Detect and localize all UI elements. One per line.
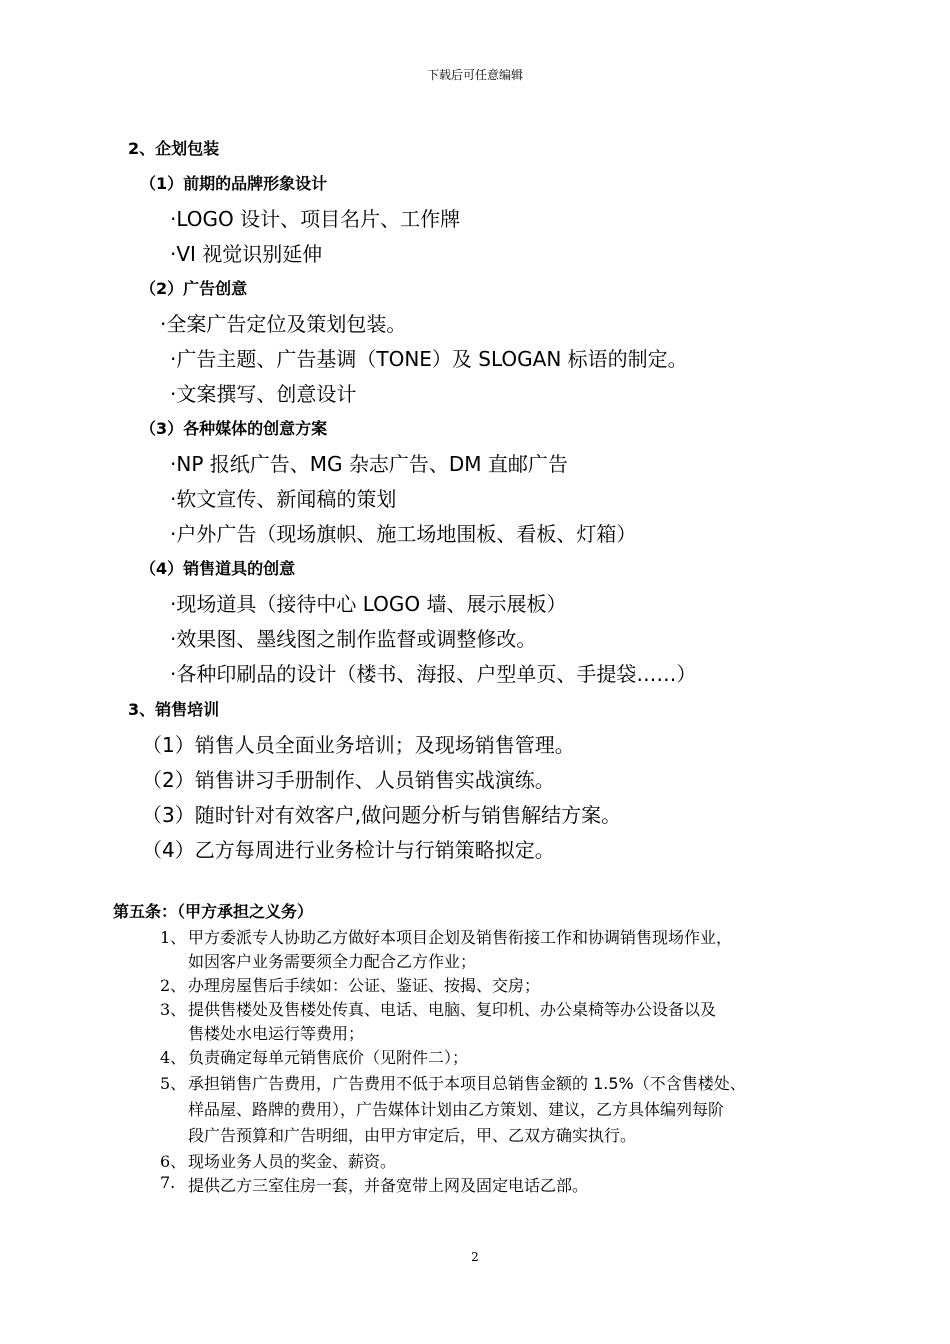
article-item-number: 3、 xyxy=(160,1000,187,1019)
list-item: （2）销售讲习手册制作、人员销售实战演练。 xyxy=(142,768,555,792)
bullet-item: ·文案撰写、创意设计 xyxy=(170,382,357,406)
list-item: （4）乙方每周进行业务检计与行销策略拟定。 xyxy=(142,838,555,862)
page-number: 2 xyxy=(471,1250,479,1264)
article-item-number: 2、 xyxy=(160,976,187,995)
article-item-line: 售楼处水电运行等费用； xyxy=(188,1024,365,1043)
article-item-number: 7. xyxy=(160,1173,176,1192)
article-item-line: 样品屋、路牌的费用），广告媒体计划由乙方策划、建议，乙方具体编列每阶 xyxy=(188,1100,725,1119)
article-item-number: 5、 xyxy=(160,1074,187,1093)
bullet-item: ·现场道具（接待中心 LOGO 墙、展示展板） xyxy=(170,592,567,616)
bullet-item: ·各种印刷品的设计（楼书、海报、户型单页、手提袋……） xyxy=(170,662,697,686)
bullet-item: ·户外广告（现场旗帜、施工场地围板、看板、灯箱） xyxy=(170,522,637,546)
bullet-item: ·广告主题、广告基调（TONE）及 SLOGAN 标语的制定。 xyxy=(170,347,688,371)
article-item-line: 办理房屋售后手续如：公证、鉴证、按揭、交房； xyxy=(188,976,541,995)
article-item-line: 提供售楼处及售楼处传真、电话、电脑、复印机、办公桌椅等办公设备以及 xyxy=(188,1000,717,1019)
subsection-title: （3）各种媒体的创意方案 xyxy=(140,419,328,438)
section-3-title: 3、销售培训 xyxy=(128,700,220,719)
article-5-title: 第五条：（甲方承担之义务） xyxy=(113,902,314,921)
subsection-title: （4）销售道具的创意 xyxy=(140,559,296,578)
list-item: （1）销售人员全面业务培训；及现场销售管理。 xyxy=(142,733,575,757)
page-header: 下载后可任意编辑 xyxy=(426,68,523,82)
bullet-item: ·VI 视觉识别延伸 xyxy=(170,242,323,266)
article-item-line: 如因客户业务需要须全力配合乙方作业； xyxy=(188,952,477,971)
bullet-item: ·LOGO 设计、项目名片、工作牌 xyxy=(170,207,461,231)
article-item-line: 承担销售广告费用，广告费用不低于本项目总销售金额的 1.5%（不含售楼处、 xyxy=(188,1074,746,1093)
article-item-line: 负责确定每单元销售底价（见附件二）； xyxy=(188,1048,469,1067)
subsection-title: （1）前期的品牌形象设计 xyxy=(140,174,328,193)
bullet-item: ·软文宣传、新闻稿的策划 xyxy=(170,487,397,511)
section-2-title: 2、企划包装 xyxy=(128,139,220,158)
article-item-line: 段广告预算和广告明细，由甲方审定后，甲、乙双方确实执行。 xyxy=(188,1126,637,1145)
bullet-item: ·效果图、墨线图之制作监督或调整修改。 xyxy=(170,627,537,651)
bullet-item: ·NP 报纸广告、MG 杂志广告、DM 直邮广告 xyxy=(170,452,568,476)
article-item-line: 现场业务人员的奖金、薪资。 xyxy=(188,1152,397,1171)
article-item-number: 4、 xyxy=(160,1048,187,1067)
article-item-number: 1、 xyxy=(160,928,187,947)
article-item-number: 6、 xyxy=(160,1152,187,1171)
article-item-line: 甲方委派专人协助乙方做好本项目企划及销售衔接工作和协调销售现场作业， xyxy=(188,928,733,947)
article-item-line: 提供乙方三室住房一套，并备宽带上网及固定电话乙部。 xyxy=(188,1176,589,1195)
list-item: （3）随时针对有效客户,做问题分析与销售解结方案。 xyxy=(142,803,622,827)
subsection-title: （2）广告创意 xyxy=(140,279,248,298)
bullet-item: ·全案广告定位及策划包装。 xyxy=(160,312,407,336)
